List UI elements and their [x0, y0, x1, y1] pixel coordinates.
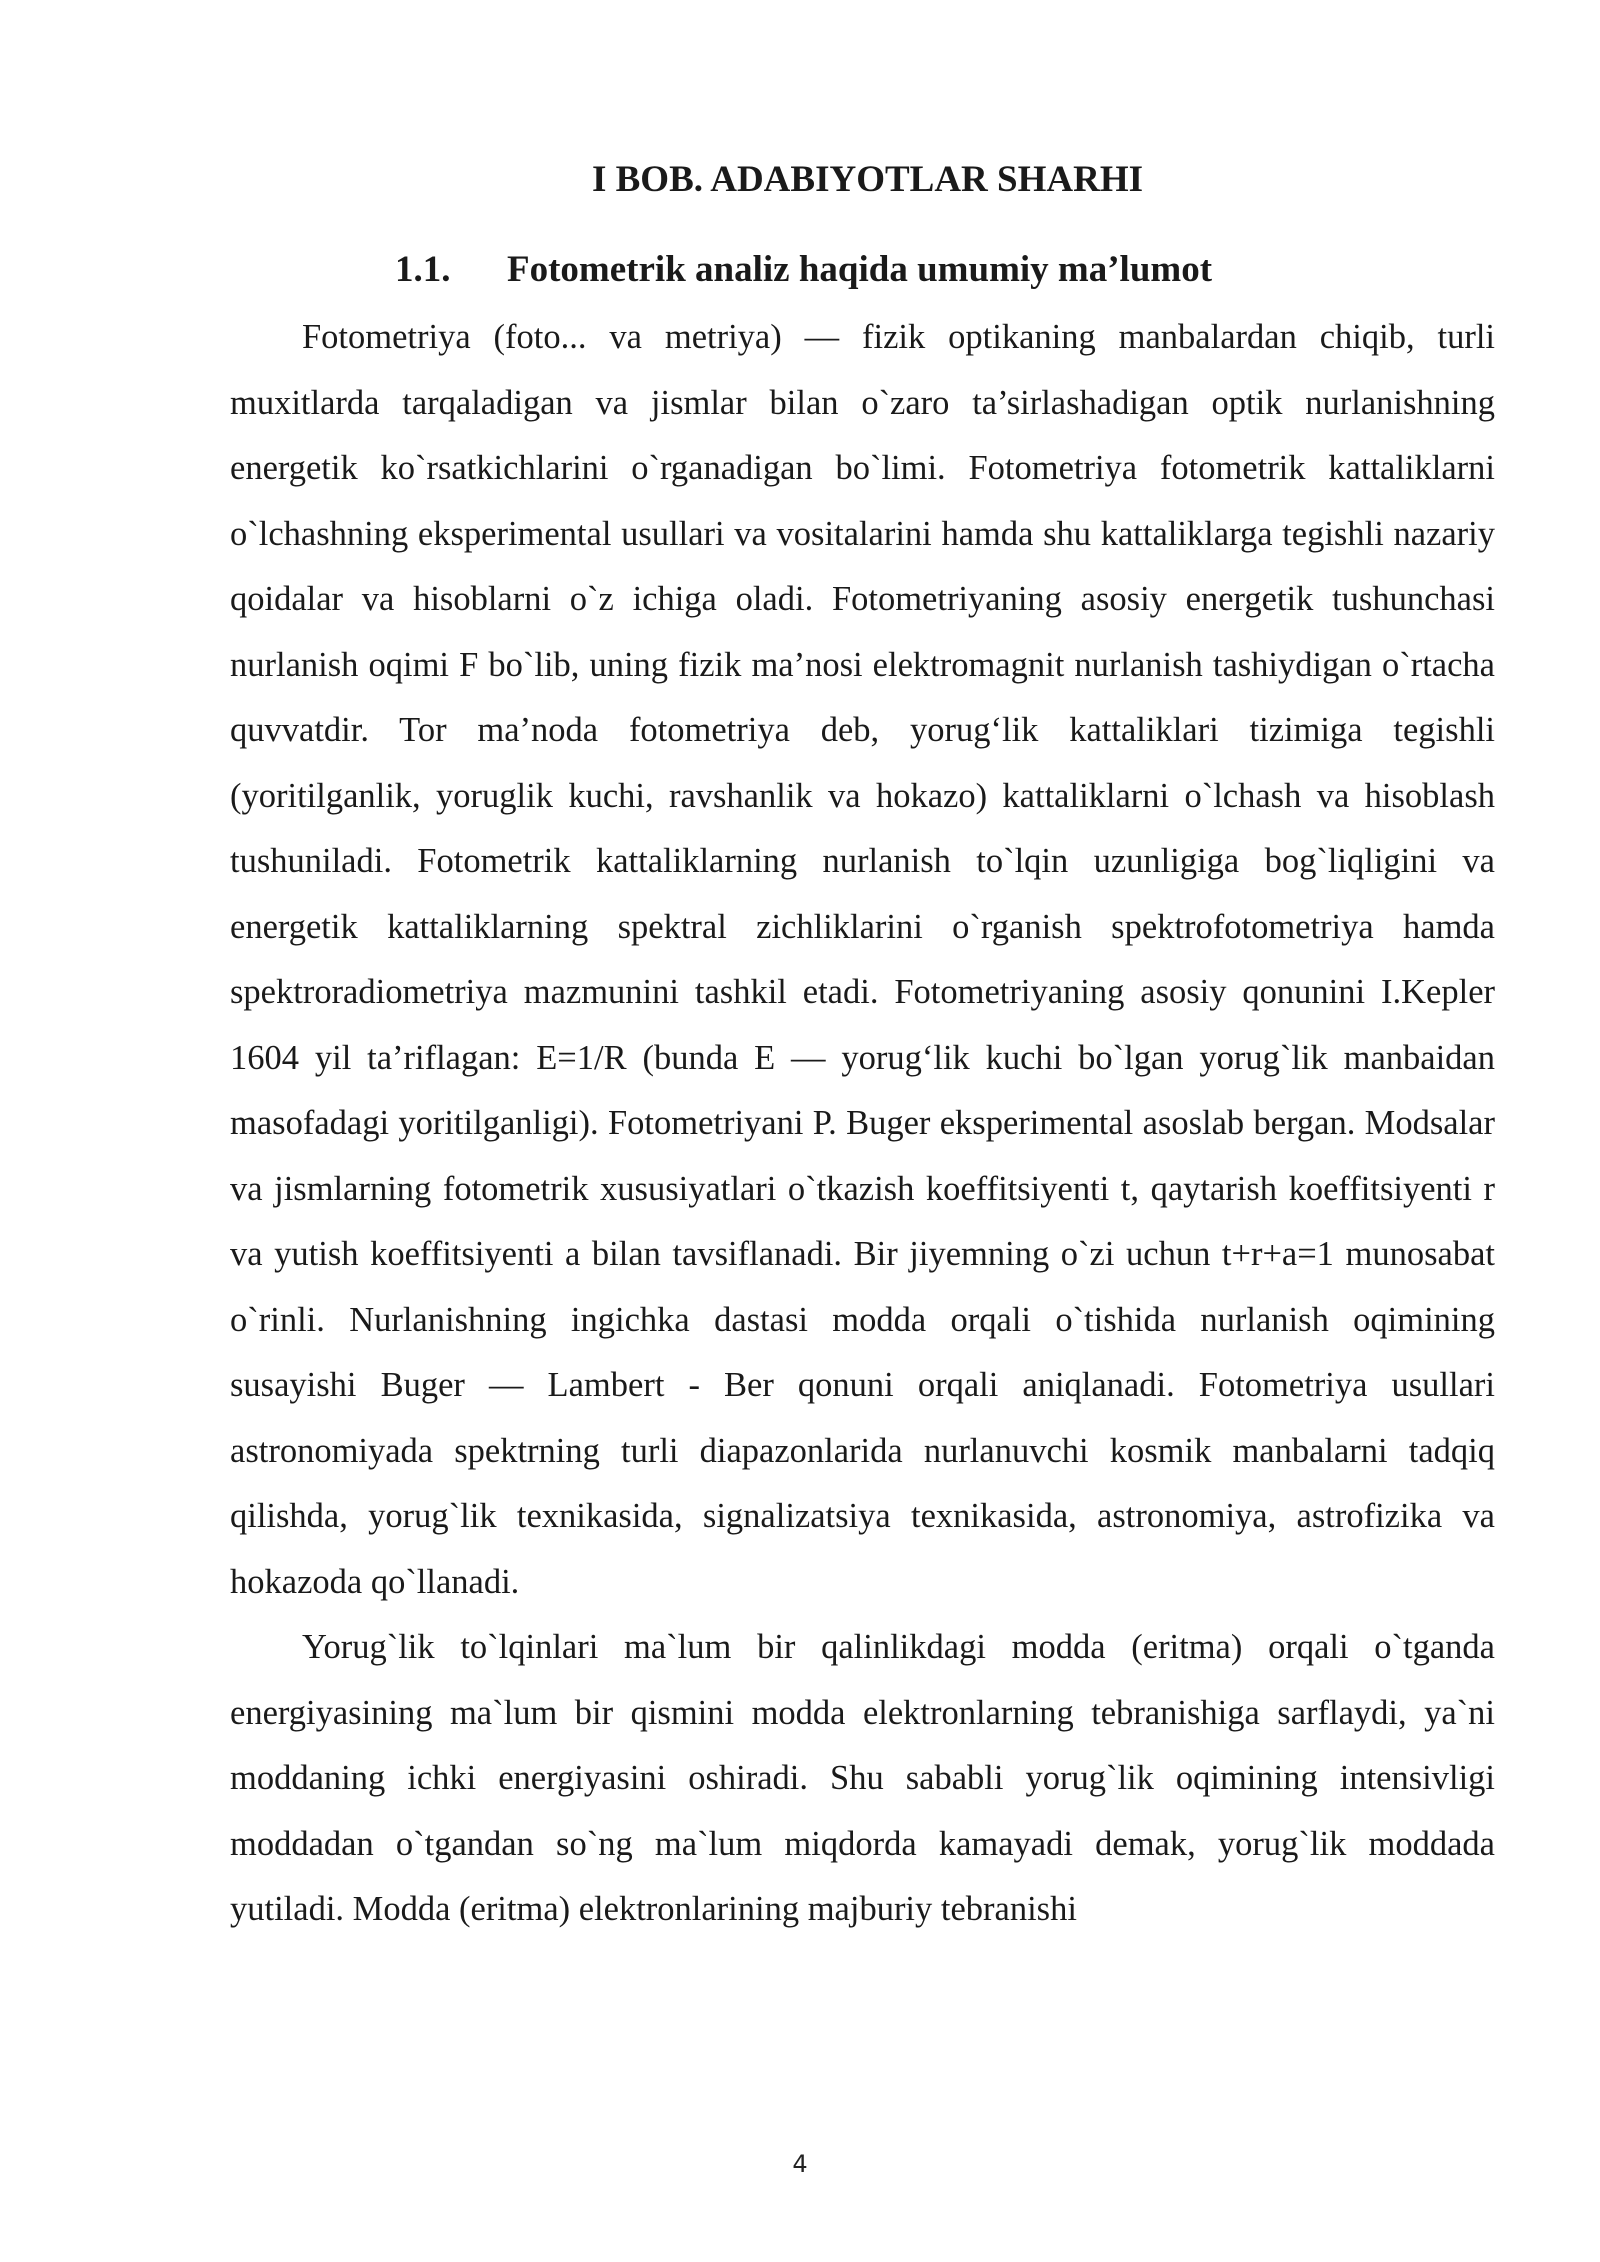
- body-paragraph: Fotometriya (foto... va metriya) — fizik optikaning manbalardan chiqib, turli muxitlarda tarqaladigan va jismlar bilan o`zaro ta’sirlashadigan optik nurlanishning energetik ko`rsatkichlarini o`rganadigan bo`limi. Fotometriya fotometrik kattaliklarni o`lchashning eksperimental usullari va vositalarini hamda shu kattaliklarga tegishli nazariy qoidalar va hisoblarni o`z ichiga oladi. Fotometriyaning asosiy energetik tushunchasi nurlanish oqimi F bo`lib, uning fizik ma’nosi elektromagnit nurlanish tashiydigan o`rtacha quvvatdir. Tor ma’noda fotometriya deb, yorug‘lik kattaliklari tizimiga tegishli (yoritilganlik, yoruglik kuchi, ravshanlik va hokazo) kattaliklarni o`lchash va hisoblash tushuniladi. Fotometrik kattaliklarning nurlanish to`lqin uzunligiga bog`liqligini va energetik kattaliklarning spektral zichliklarini o`rganish spektrofotometriya hamda spektroradiometriya mazmunini tashkil etadi. Fotometriyaning asosiy qonunini I.Kepler 1604 yil ta’riflagan: E=1/R (bunda E — yorug‘lik kuchi bo`lgan yorug`lik manbaidan masofadagi yoritilganligi). Fotometriyani P. Buger eksperimental asoslab bergan. Modsalar va jismlarning fotometrik xususiyatlari o`tkazish koeffitsiyenti t, qaytarish koeffitsiyenti r va yutish koeffitsiyenti a bilan tavsiflanadi. Bir jiyemning o`zi uchun t+r+a=1 munosabat o`rinli. Nurlanishning ingichka dastasi modda orqali o`tishida nurlanish oqimining susayishi Buger — Lambert - Ber qonuni orqali aniqlanadi. Fotometriya usullari astronomiyada spektrning turli diapazonlarida nurlanuvchi kosmik manbalarni tadqiq qilishda, yorug`lik texnikasida, signalizatsiya texnikasida, astronomiya, astrofizika va hokazoda qo`llanadi.: [230, 318, 1495, 1601]
- body-paragraph: Yorug`lik to`lqinlari ma`lum bir qalinlikdagi modda (eritma) orqali o`tganda energiyasining ma`lum bir qismini modda elektronlarning tebranishiga sarflaydi, ya`ni moddaning ichki energiyasini oshiradi. Shu sababli yorug`lik oqimining intensivligi moddadan o`tgandan so`ng ma`lum miqdorda kamayadi demak, yorug`lik moddada yutiladi. Modda (eritma) elektronlarining majburiy tebranishi: [230, 1628, 1495, 1928]
- section-heading: [230, 240, 1495, 300]
- section-number: 1.1.: [395, 249, 451, 290]
- chapter-title: I BOB. ADABIYOTLAR SHARHI: [591, 159, 1143, 200]
- document-page: [230, 150, 1495, 1943]
- page-number: 4: [792, 2150, 808, 2178]
- section-title: Fotometrik analiz haqida umumiy ma’lumot: [507, 249, 1213, 290]
